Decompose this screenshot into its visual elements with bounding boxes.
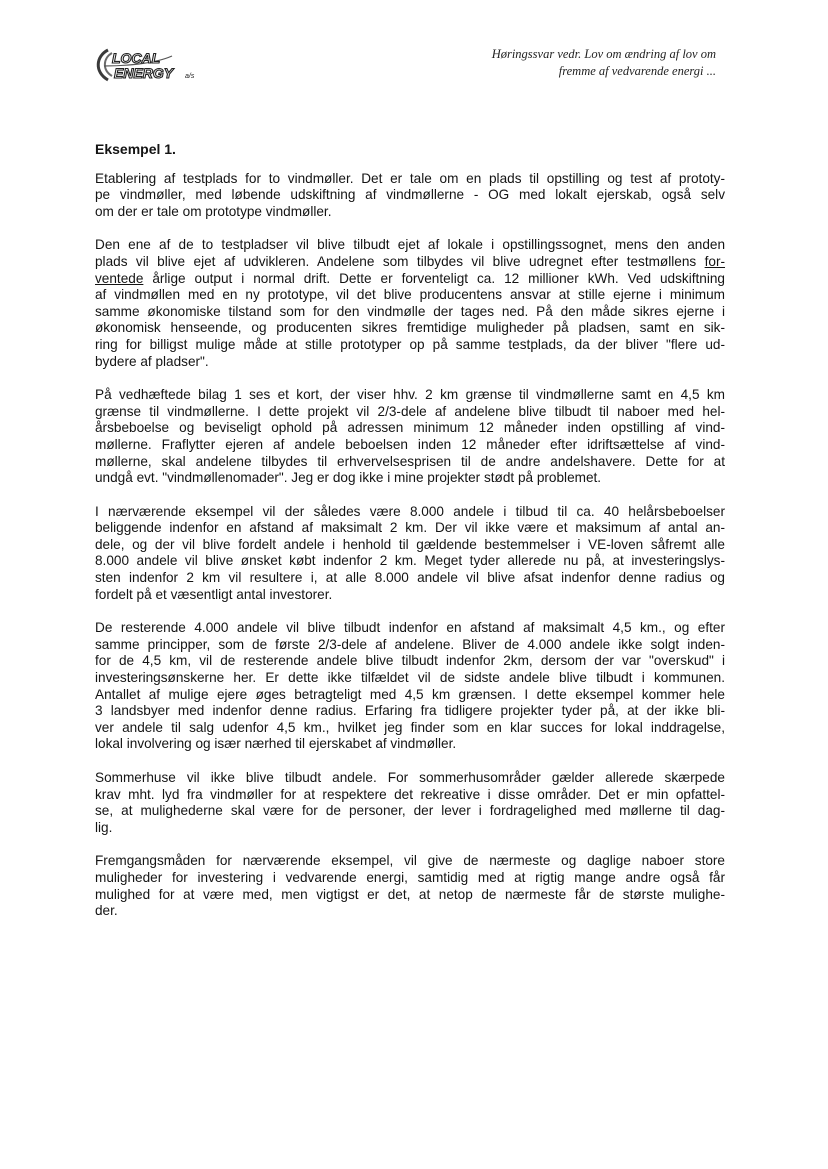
paragraph-7 [95,853,725,919]
paragraph-6 [95,770,725,836]
text-line: lig. [95,819,113,835]
text-line: se, at mulighederne skal være for de personer, der lever i fordragelighed med møllerne til dag- [95,803,725,819]
text-line: investeringsønskerne her. Er dette ikke tilfældet vil de sidste andele blive tilbudt i kommunen. [95,670,725,686]
text-line: lokal involvering og især nærhed til ejerskabet af vindmøller. [95,736,457,752]
paragraph-3 [95,387,725,487]
text-line [95,254,725,271]
text-line: ring for billigst mulige måde at stille prototyper op på samme testplads, da der bliver "flere ud- [95,336,725,352]
text-line: dele, og der vil blive fordelt andele i henhold til gældende bestemmelser i VE-loven såfremt alle [95,536,725,552]
text-line: årsbeboelse og beviseligt ophold på adressen minimum 12 måneder inden opstilling af vind- [95,420,725,436]
text-line: pe vindmøller, med løbende udskiftning af vindmøllerne - OG med lokalt ejerskab, også selv [95,187,725,203]
text-line: samme økonomiske tilstand som for den vindmølle der tages ned. På den måde sikres ejerne i [95,303,725,319]
text-line: for de 4,5 km, vil de resterende andele blive tilbudt indenfor 2km, dersom der var "overskud" i [95,653,725,669]
text-line: samme principper, som de første 2/3-dele af andelene. Bliver de 4.000 andele ikke solgt inden- [95,636,725,652]
text-line: Sommerhuse vil ikke blive tilbudt andele. For sommerhusområder gælder allerede skærpede [95,770,725,785]
svg-text:LOCAL: LOCAL [112,50,161,66]
text-line: Antallet af mulige ejere øges betragteligt med 4,5 km grænsen. I dette eksempel kommer hele [95,686,725,702]
text-line: Den ene af de to testpladser vil blive tilbudt ejet af lokale i opstillingssognet, mens den anden [95,237,725,253]
document-body [95,141,725,937]
underlined-word: ventede [95,270,144,286]
text-line-part: årlige output i normal drift. Dette er forventeligt ca. 12 millioner kWh. Ved udskiftning [143,270,725,286]
text-line: krav mht. lyd fra vindmøller for at respektere det rekreative i disse områder. Det er min opfattel- [95,786,725,802]
section-heading: Eksempel 1. [95,141,176,157]
paragraph-4 [95,504,725,604]
text-line-part: plads vil blive ejet af udvikleren. Andelene som tilbydes vil blive udregnet efter testmøllens [95,253,697,269]
text-line: Etablering af testplads for to vindmøller. Det er tale om en plads til opstilling og test af prototy- [95,170,725,186]
text-line: sten indenfor 2 km vil resultere i, at alle 8.000 andele vil blive afsat indenfor denne radius og [95,570,725,586]
text-line: I nærværende eksempel vil der således være 8.000 andele i tilbud til ca. 40 helårsbeboelser [95,503,725,519]
text-line: møllerne, skal andelene tilbydes til erhvervelsesprisen til de andre andelshavere. Dette for at [95,453,725,469]
text-line: undgå evt. "vindmøllenomader". Jeg er dog ikke i mine projekter stødt på problemet. [95,470,602,486]
underlined-word: for- [704,253,726,269]
header-note-line: fremme af vedvarende energi ... [558,64,716,78]
paragraph-5 [95,620,725,753]
company-logo [94,42,214,88]
header-note [386,46,716,80]
text-line: af vindmøllen med en ny prototype, vil det blive producentens ansvar at stille ejerne i minimum [95,287,725,303]
text-line: om der er tale om prototype vindmøller. [95,203,332,219]
text-line: De resterende 4.000 andele vil blive tilbudt indenfor en afstand af maksimalt 4,5 km., og efter [95,620,725,636]
text-line: 8.000 andele vil blive ønsket købt indenfor 2 km. Meget tyder allerede nu på, at investeringslys- [95,553,725,569]
paragraph-2 [95,237,725,370]
text-line: mulighed for at være med, men vigtigst er det, at netop de nærmeste får de største mulighe- [95,886,725,902]
text-line: fordelt på et væsentligt antal investorer. [95,586,333,602]
text-line [95,271,725,288]
text-line: 3 landsbyer med indenfor denne radius. Erfaring fra tidligere projekter tyder på, at der ikke bli- [95,703,725,719]
text-line: grænse til vindmøllerne. I dette projekt vil 2/3-dele af andelene blive tilbudt til naboer med hel- [95,403,725,419]
text-line: møllerne. Fraflytter ejeren af andele beboelsen inden 12 måneder efter idriftsættelse af vind- [95,436,725,452]
text-line: Fremgangsmåden for nærværende eksempel, vil give de nærmeste og daglige naboer store [95,853,725,869]
local-energy-logo-icon [94,42,214,88]
header-note-line: Høringssvar vedr. Lov om ændring af lov om [491,47,716,61]
text-line: bydere af pladser". [95,353,209,369]
svg-text:ENERGY: ENERGY [114,65,174,81]
text-line: På vedhæftede bilag 1 ses et kort, der viser hhv. 2 km grænse til vindmøllerne samt en 4,5 km [95,387,725,403]
text-line: muligheder for investering i vedvarende energi, samtidig med at rigtig mange andre også får [95,869,725,885]
text-line: ver andele til salg udenfor 4,5 km., hvilket jeg finder som en klar succes for lokal inddragelse, [95,719,725,735]
svg-text:a/s: a/s [185,73,195,80]
paragraph-1 [95,171,725,221]
text-line: der. [95,903,118,919]
text-line: beliggende indenfor en afstand af maksimalt 2 km. Der vil ikke være et maksimum af antal an- [95,520,725,536]
text-line: økonomisk henseende, og producenten sikres fremtidige muligheder på pladsen, samt en sik- [95,320,725,336]
